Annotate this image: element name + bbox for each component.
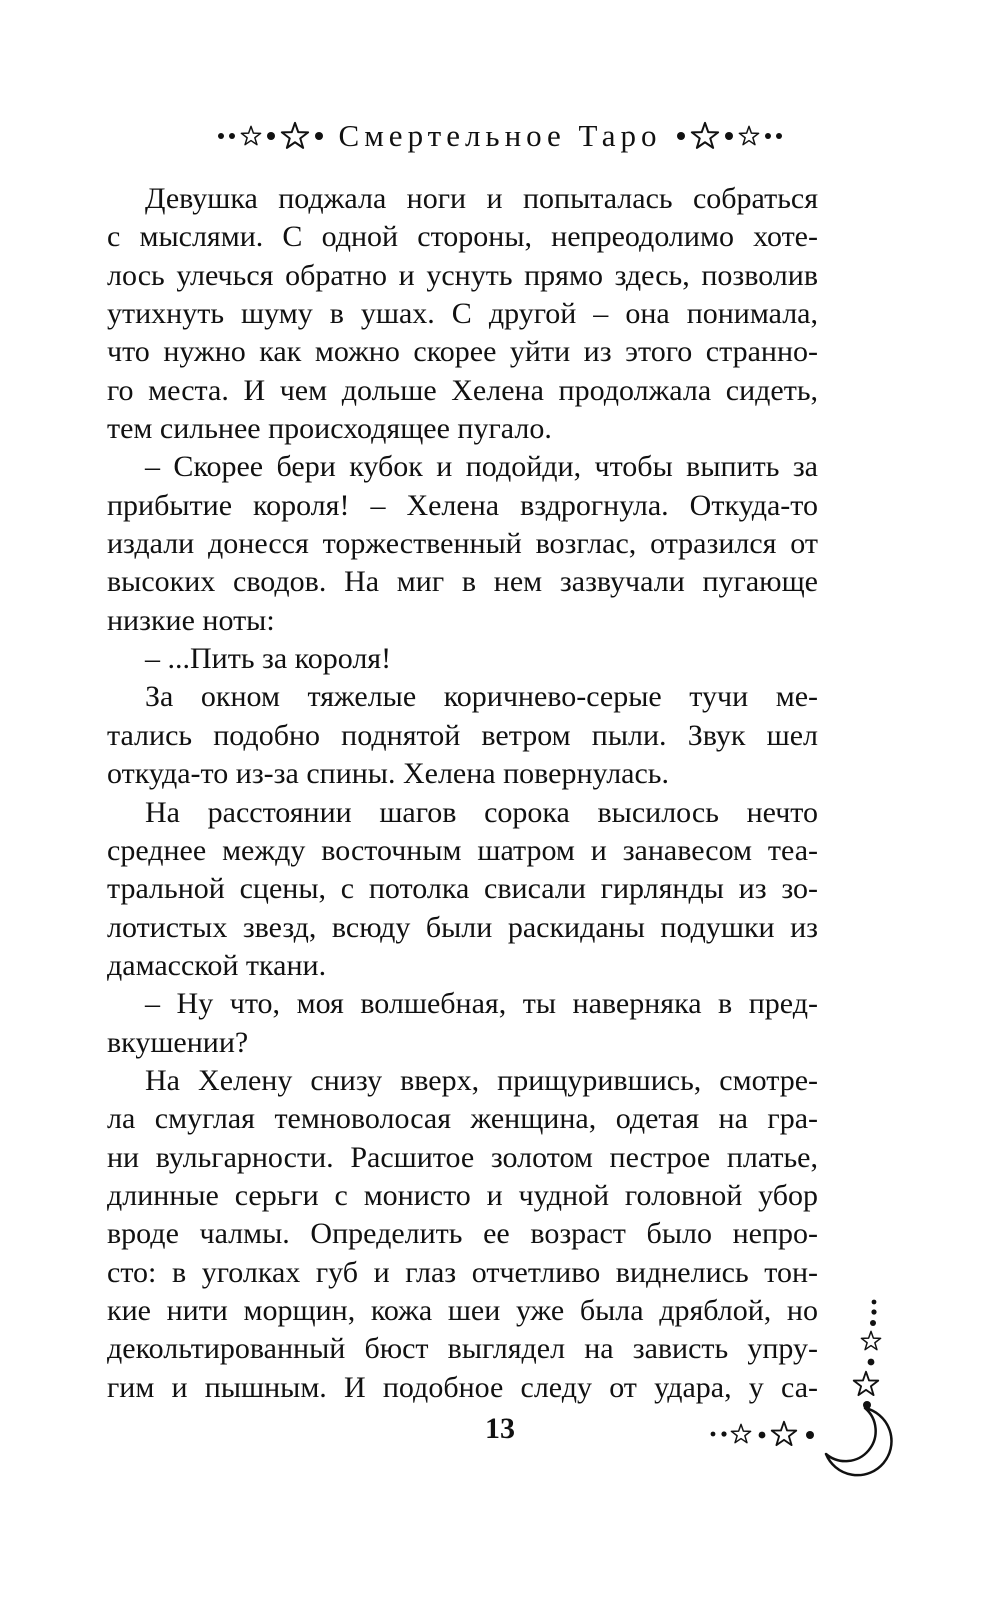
text-line: длинные серьги с монисто и чудной головной убор <box>107 1178 818 1212</box>
text-line: вроде чалмы. Определить ее возраст было непро- <box>107 1217 818 1251</box>
dot-icon <box>229 133 235 139</box>
dot-icon <box>267 132 275 140</box>
star-icon <box>772 1422 797 1445</box>
header-ornament-right <box>677 121 782 151</box>
text-line: высоких сводов. На миг в нем зазвучали пугающе <box>107 565 818 599</box>
dot-icon <box>759 1432 766 1439</box>
text-line: утихнуть шуму в ушах. С другой – она понимала, <box>107 297 818 331</box>
text-line: сто: в уголках губ и глаз отчетливо виднелись тон- <box>107 1255 818 1289</box>
dot-icon <box>677 132 685 140</box>
star-icon <box>854 1372 879 1395</box>
corner-ornament <box>700 1290 900 1500</box>
running-header <box>0 118 1000 154</box>
text-line: прибытие короля! – Хелена вздрогнула. Откуда-то <box>107 488 818 522</box>
text-line: тем сильнее происходящее пугало. <box>107 412 552 446</box>
star-icon <box>861 1331 880 1349</box>
text-line: с мыслями. С одной стороны, непреодолимо хоте- <box>107 220 818 254</box>
text-line: дамасской ткани. <box>107 948 327 982</box>
text-line: вкушении? <box>107 1025 249 1059</box>
text-line: лотистых звезд, всюду были раскиданы подушки из <box>107 910 818 944</box>
dot-icon <box>315 132 323 140</box>
dot-icon <box>776 133 782 139</box>
text-line: лось улечься обратно и уснуть прямо здесь, позволив <box>107 258 818 292</box>
dot-icon <box>218 133 224 139</box>
text-line: кие нити морщин, кожа шеи уже была дряблой, но <box>107 1293 818 1327</box>
dot-icon <box>721 1431 726 1436</box>
running-title: Смертельное Таро <box>338 118 662 153</box>
text-line: На расстоянии шагов сорока высилось нечто <box>145 795 818 829</box>
text-line: – Ну что, моя волшебная, ты наверняка в пред- <box>145 987 818 1021</box>
star-icon <box>738 125 760 147</box>
text-line: – ...Пить за короля! <box>145 642 392 676</box>
dot-icon <box>868 1359 875 1366</box>
text-line: гим и пышным. И подобное следу от удара, у са- <box>107 1370 818 1404</box>
text-line: ла смуглая темноволосая женщина, одетая на гра- <box>107 1102 818 1136</box>
body-text <box>107 180 818 1407</box>
text-line: – Скорее бери кубок и подойди, чтобы выпить за <box>145 450 818 484</box>
crescent-moon-icon <box>826 1408 891 1475</box>
dot-icon <box>711 1432 716 1437</box>
text-line: откуда-то из-за спины. Хелена повернулась. <box>107 757 669 791</box>
text-line: ни вульгарности. Расшитое золотом пестрое платье, <box>107 1140 818 1174</box>
page-number: 13 <box>485 1412 515 1445</box>
text-line: среднее между восточным шатром и занавесом теа- <box>107 833 818 867</box>
text-line: издали донесся торжественный возглас, отразился от <box>107 527 818 561</box>
dot-icon <box>871 1309 876 1314</box>
text-line: Девушка поджала ноги и попыталась собраться <box>145 182 818 215</box>
text-line: За окном тяжелые коричнево-серые тучи ме- <box>145 680 818 714</box>
star-icon <box>280 121 310 151</box>
dot-icon <box>725 132 733 140</box>
star-icon <box>690 121 720 151</box>
text-line: го места. И чем дольше Хелена продолжала сидеть, <box>107 373 818 407</box>
text-line: тральной сцены, с потолка свисали гирлянды из зо- <box>107 872 818 906</box>
text-line: На Хелену снизу вверх, прищурившись, смотре- <box>145 1063 818 1097</box>
text-line: декольтированный бюст выглядел на зависть упру- <box>107 1332 818 1366</box>
star-icon <box>731 1424 750 1442</box>
dot-icon <box>870 1320 876 1326</box>
text-line: низкие ноты: <box>107 603 275 637</box>
dot-icon <box>765 133 771 139</box>
text-line: что нужно как можно скорее уйти из этого странно- <box>107 335 818 369</box>
star-icon <box>240 125 262 147</box>
dot-icon <box>806 1431 814 1439</box>
dot-icon <box>872 1300 877 1305</box>
text-line: тались подобно поднятой ветром пыли. Звук шел <box>107 718 818 752</box>
header-ornament-left <box>218 121 323 151</box>
